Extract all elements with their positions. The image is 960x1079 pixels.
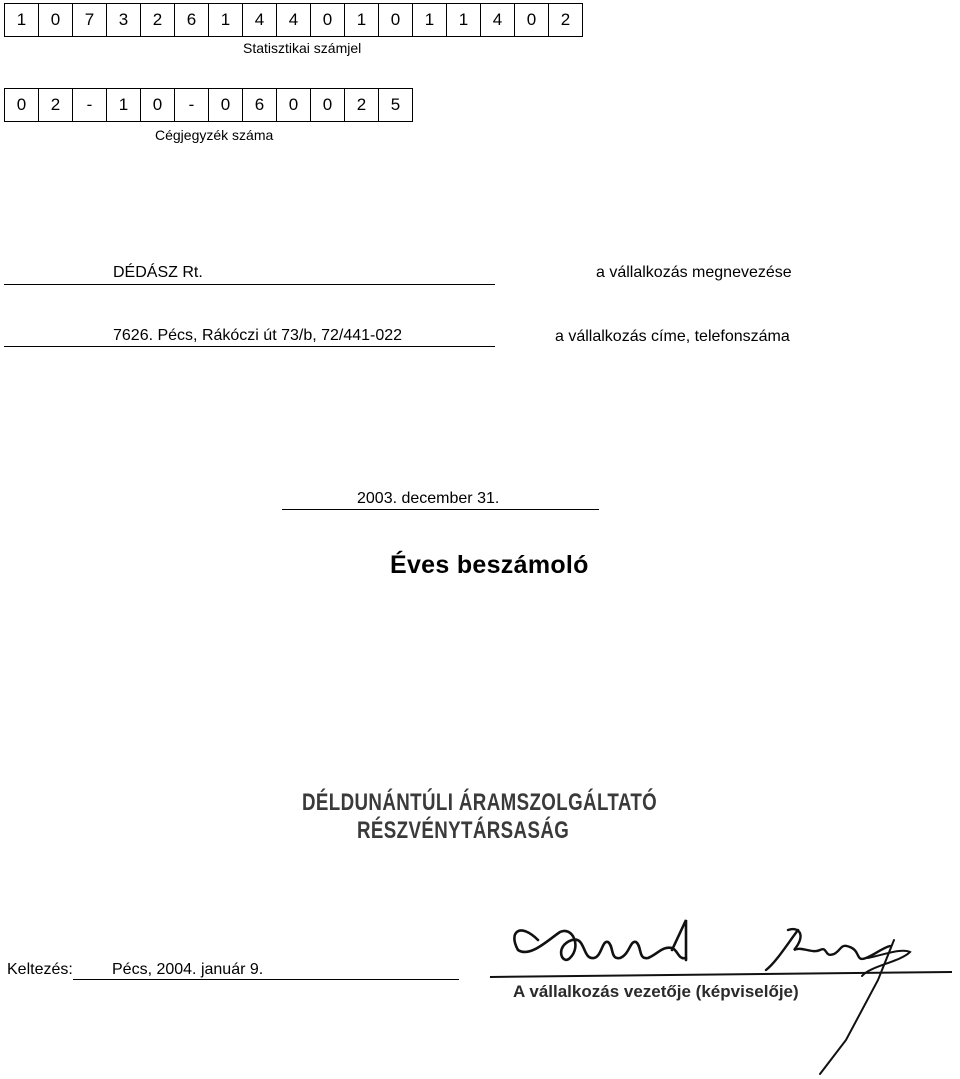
registration-number-caption: Cégjegyzék száma (155, 127, 274, 143)
statistical-code-cell: 2 (141, 3, 175, 37)
registration-number-cell: 6 (243, 88, 277, 122)
company-address-underline (4, 346, 495, 347)
statistical-code-cell: 1 (345, 3, 379, 37)
registration-number-cell: 2 (39, 88, 73, 122)
signature-caption: A vállalkozás vezetője (képviselője) (513, 982, 799, 1001)
statistical-code-caption: Statisztikai számjel (243, 40, 362, 56)
signature-line (490, 972, 952, 977)
registration-number-cell: 0 (5, 88, 39, 122)
dating-label: Keltezés: (7, 961, 73, 978)
stamp-line-1: DÉLDUNÁNTÚLI ÁRAMSZOLGÁLTATÓ (302, 789, 658, 816)
report-date: 2003. december 31. (357, 490, 500, 507)
statistical-code-cell: 3 (107, 3, 141, 37)
signature-stroke-1 (514, 931, 686, 960)
company-name: DÉDÁSZ Rt. (113, 264, 203, 281)
report-date-underline (282, 509, 599, 510)
statistical-code-cell: 0 (311, 3, 345, 37)
registration-number-cell: 2 (345, 88, 379, 122)
statistical-code-cell: 0 (39, 3, 73, 37)
registration-number-cell: - (73, 88, 107, 122)
statistical-code-cell: 1 (413, 3, 447, 37)
statistical-code-cell: 4 (277, 3, 311, 37)
stamp-line-2: RÉSZVÉNYTÁRSASÁG (357, 817, 570, 844)
document-title: Éves beszámoló (390, 551, 589, 579)
statistical-code-cell: 1 (209, 3, 243, 37)
registration-number-boxes (4, 88, 413, 122)
registration-number-cell: - (175, 88, 209, 122)
statistical-code-cell: 0 (515, 3, 549, 37)
registration-number-cell: 0 (311, 88, 345, 122)
statistical-code-cell: 4 (481, 3, 515, 37)
statistical-code-cell: 2 (549, 3, 583, 37)
company-name-underline (4, 284, 495, 285)
company-address: 7626. Pécs, Rákóczi út 73/b, 72/441-022 (113, 327, 403, 344)
signature-stroke-3 (766, 929, 890, 970)
dating-underline (73, 979, 459, 980)
registration-number-cell: 5 (379, 88, 413, 122)
statistical-code-cell: 1 (447, 3, 481, 37)
statistical-code-boxes (4, 3, 583, 37)
signature-stroke-4 (820, 940, 894, 1074)
dating-value: Pécs, 2004. január 9. (112, 961, 264, 978)
statistical-code-cell: 7 (73, 3, 107, 37)
statistical-code-cell: 6 (175, 3, 209, 37)
company-name-label: a vállalkozás megnevezése (596, 264, 792, 281)
statistical-code-cell: 1 (5, 3, 39, 37)
statistical-code-cell: 4 (243, 3, 277, 37)
registration-number-cell: 0 (277, 88, 311, 122)
registration-number-cell: 0 (141, 88, 175, 122)
company-address-label: a vállalkozás címe, telefonszáma (555, 328, 790, 345)
registration-number-cell: 0 (209, 88, 243, 122)
registration-number-cell: 1 (107, 88, 141, 122)
statistical-code-cell: 0 (379, 3, 413, 37)
